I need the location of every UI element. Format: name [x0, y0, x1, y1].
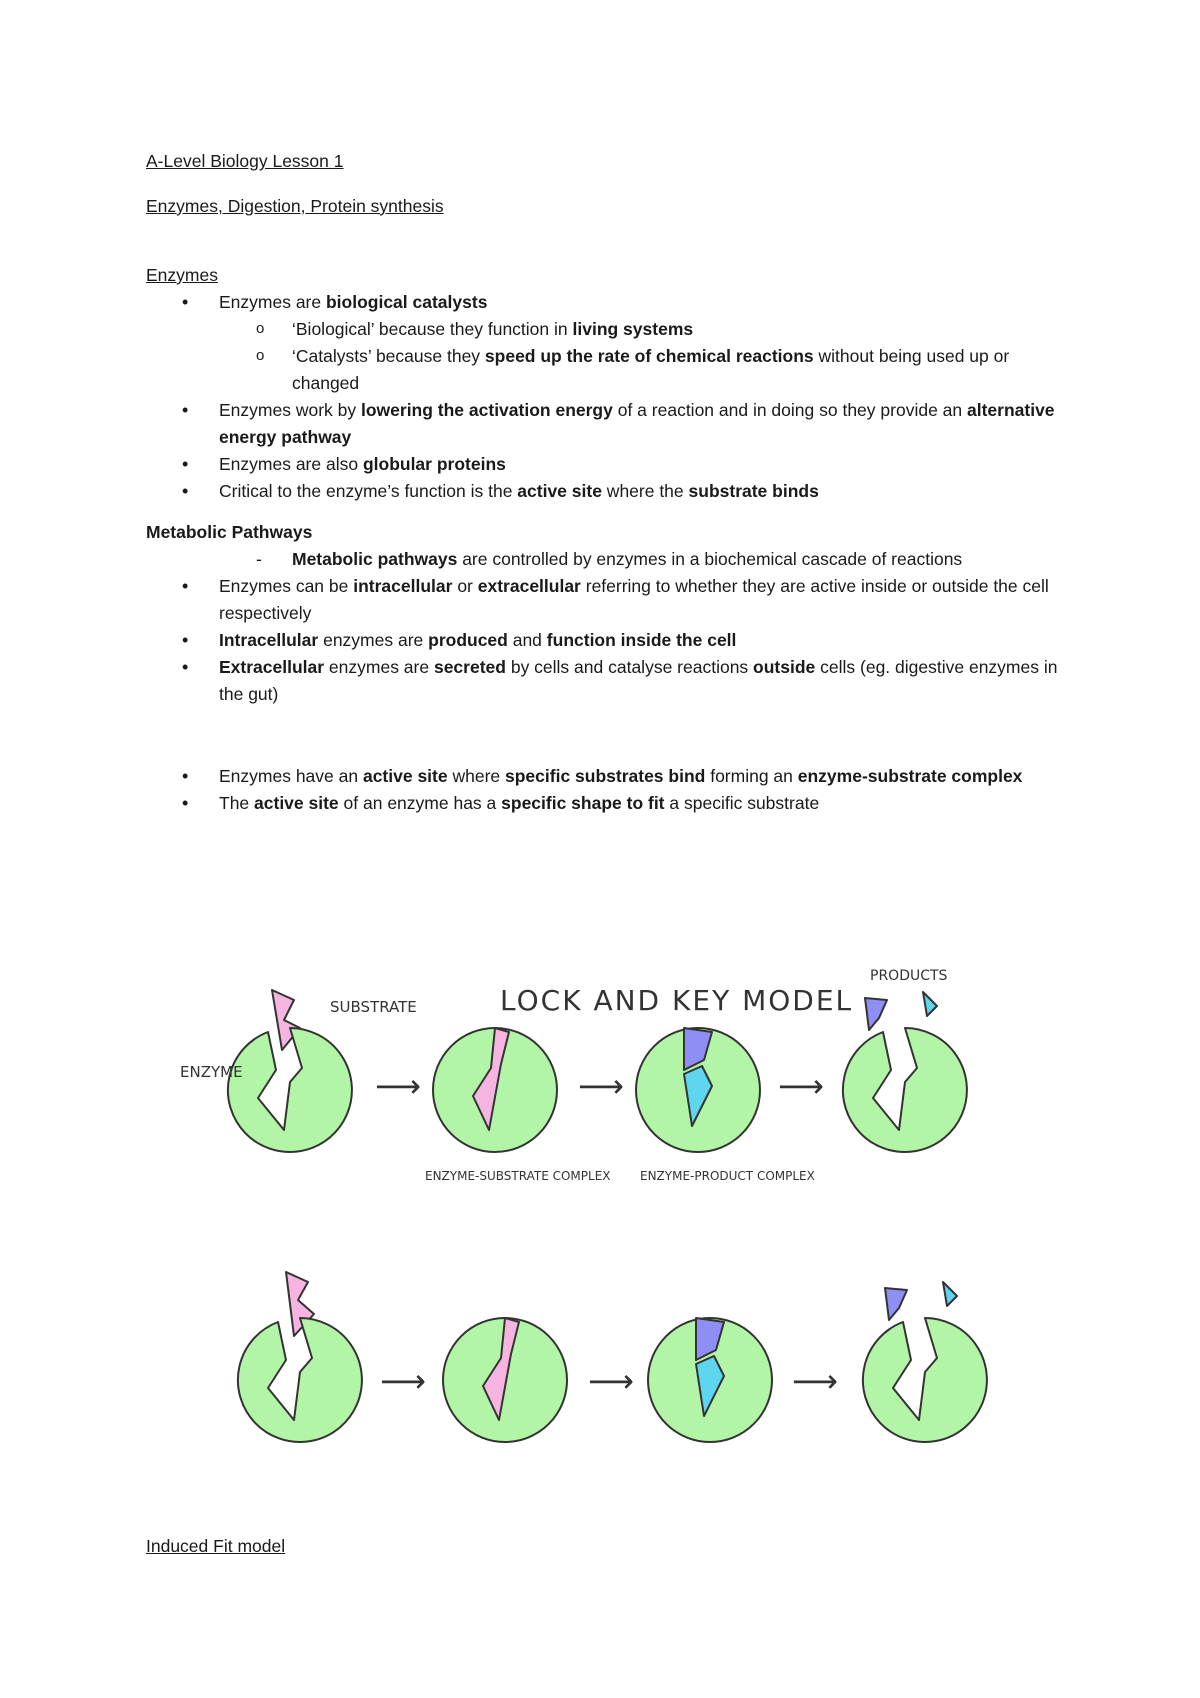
doc-title: A-Level Biology Lesson 1 [146, 151, 344, 171]
diagram-title: LOCK AND KEY MODEL [500, 984, 854, 1017]
enzymes-list [146, 289, 1076, 505]
lock-and-key-diagram [170, 968, 1030, 1520]
arrow: ⟶ [792, 1362, 838, 1400]
arrow: ⟶ [778, 1067, 824, 1105]
enzymes-heading: Enzymes [146, 265, 218, 285]
row2-stage2 [443, 1318, 567, 1442]
arrow: ⟶ [375, 1067, 421, 1105]
row2-stage3 [648, 1318, 772, 1442]
arrow: ⟶ [588, 1362, 634, 1400]
arrow: ⟶ [578, 1067, 624, 1105]
list-item: • Enzymes are biological catalysts [146, 289, 1076, 316]
metabolic-list [146, 546, 1076, 708]
label-substrate: SUBSTRATE [330, 998, 417, 1016]
list-item: • Enzymes can be intracellular or extracellular referring to whether they are active inside or outside the cell respectively [146, 573, 1076, 627]
list-item: • Enzymes work by lowering the activation energy of a reaction and in doing so they provide an alternative energy pathway [146, 397, 1076, 451]
label-enzyme: ENZYME [180, 1063, 243, 1081]
induced-fit-caption: Induced Fit model [146, 1536, 286, 1556]
list-item: • Enzymes have an active site where specific substrates bind forming an enzyme-substrate complex [146, 763, 1076, 790]
row1-stage4 [843, 992, 967, 1152]
arrow: ⟶ [380, 1362, 426, 1400]
spacer [146, 708, 1076, 763]
document-body [146, 148, 1076, 817]
label-products: PRODUCTS [870, 968, 948, 984]
list-item: • Extracellular enzymes are secreted by cells and catalyse reactions outside cells (eg. digestive enzymes in the gut) [146, 654, 1076, 708]
metabolic-heading: Metabolic Pathways [146, 522, 313, 542]
active-site-list [146, 763, 1076, 817]
list-item: - Metabolic pathways are controlled by enzymes in a biochemical cascade of reactions [146, 546, 1076, 573]
row1-stage3 [636, 1028, 760, 1152]
row2-stage1 [238, 1272, 362, 1442]
list-item: • The active site of an enzyme has a specific shape to fit a specific substrate [146, 790, 1076, 817]
label-ep-complex: ENZYME-PRODUCT COMPLEX [640, 1169, 815, 1183]
list-item: • Intracellular enzymes are produced and function inside the cell [146, 627, 1076, 654]
list-item: o ‘Catalysts’ because they speed up the rate of chemical reactions without being used up or changed [146, 343, 1076, 397]
doc-subtitle: Enzymes, Digestion, Protein synthesis [146, 196, 444, 216]
row2-stage4 [863, 1282, 987, 1442]
list-item: o ‘Biological’ because they function in living systems [146, 316, 1076, 343]
row1-stage2 [433, 1028, 557, 1152]
label-es-complex: ENZYME-SUBSTRATE COMPLEX [425, 1169, 611, 1183]
list-item: • Critical to the enzyme’s function is the active site where the substrate binds [146, 478, 1076, 505]
list-item: • Enzymes are also globular proteins [146, 451, 1076, 478]
